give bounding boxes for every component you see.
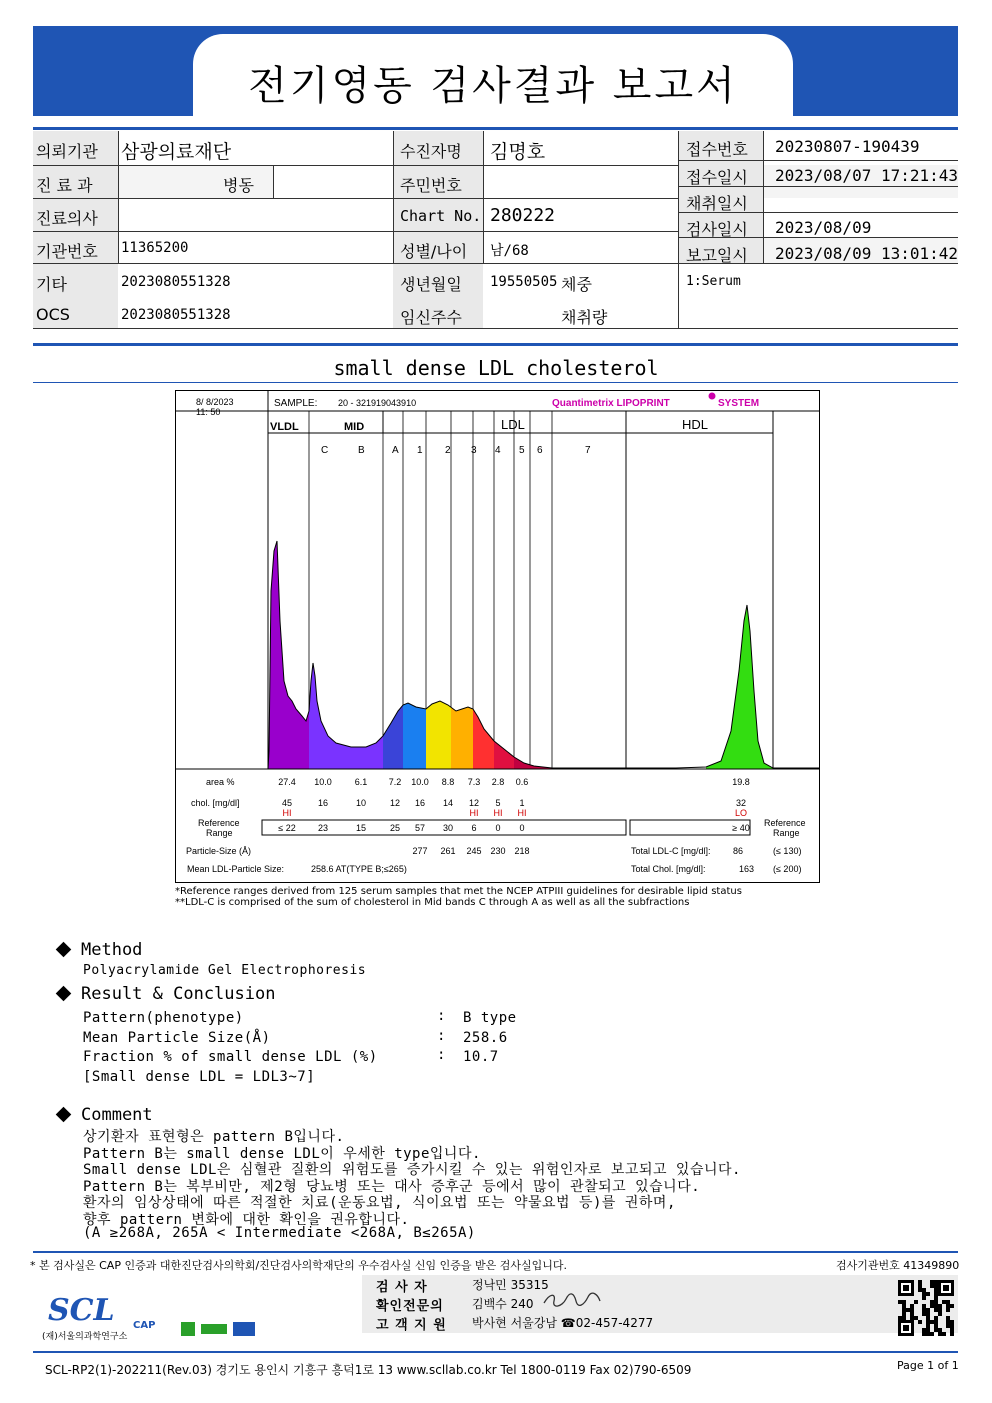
qr-module <box>930 1320 934 1324</box>
area-value: 10.0 <box>314 777 332 787</box>
badge-icon <box>201 1324 227 1334</box>
qr-module <box>926 1308 930 1312</box>
qr-module <box>926 1320 930 1324</box>
badge-icon <box>181 1322 195 1336</box>
total-ldl-value: 86 <box>733 846 744 856</box>
qr-module <box>922 1296 926 1300</box>
qr-module <box>930 1332 934 1336</box>
qr-module <box>922 1292 926 1296</box>
total-chol-ref: (≤ 200) <box>773 864 802 874</box>
mean-label: Mean LDL-Particle Size: <box>187 864 285 874</box>
method-title: Method <box>81 940 143 960</box>
qr-module <box>926 1312 930 1316</box>
footer-address: SCL-RP2(1)-202211(Rev.03) 경기도 용인시 기흥구 흥덕1로 13 www.scllab.co.kr Tel 1800-0119 Fax 02)790-6509 <box>45 1363 692 1377</box>
chol-label: chol. [mg/dl] <box>191 798 240 808</box>
band-fill <box>473 709 494 769</box>
hospital-value: 삼광의료재단 <box>121 141 232 163</box>
result-key: Fraction % of small dense LDL (%) <box>83 1049 378 1065</box>
result-note: [Small dense LDL = LDL3~7] <box>83 1069 316 1085</box>
qr-module <box>930 1300 934 1304</box>
flag-value: HI <box>282 808 292 818</box>
chol-value: 16 <box>414 798 426 808</box>
org-no-label: 기관번호 <box>36 242 98 261</box>
qr-module <box>930 1280 934 1284</box>
qr-module <box>943 1285 949 1291</box>
badge-icon <box>233 1322 255 1336</box>
particle-value: 245 <box>466 846 482 856</box>
area-value: 7.2 <box>388 777 402 787</box>
qr-module <box>930 1304 934 1308</box>
chart-time: 11: 50 <box>196 407 221 417</box>
weight-label: 체중 <box>561 275 592 294</box>
qr-module <box>918 1280 922 1284</box>
sample-label: SAMPLE: <box>274 398 318 409</box>
doctor-label: 진료의사 <box>36 209 98 228</box>
chart-svg <box>176 391 819 882</box>
comment-line: 향후 pattern 변화에 대한 확인을 권유합니다. <box>83 1212 410 1228</box>
brand-name: Quantimetrix LIPOPRINT <box>552 398 670 409</box>
qr-module <box>950 1328 954 1332</box>
ref-value: 57 <box>414 823 426 833</box>
brand-name-2: SYSTEM <box>718 398 760 409</box>
total-ldl-label: Total LDL-C [mg/dl]: <box>631 846 711 856</box>
area-value: 19.8 <box>732 777 750 787</box>
brand-icon <box>709 393 716 400</box>
ref-label: Range <box>206 828 233 838</box>
qr-module <box>934 1292 938 1296</box>
specimen-value: 1:Serum <box>686 274 741 289</box>
received-value: 2023/08/07 17:21:43 <box>775 166 959 185</box>
particle-value: 230 <box>490 846 506 856</box>
qr-svg <box>898 1280 954 1336</box>
qr-module <box>902 1300 906 1304</box>
qr-module <box>922 1312 926 1316</box>
chart-no-value: 280222 <box>490 205 556 226</box>
area-value: 8.8 <box>441 777 455 787</box>
qr-module <box>950 1324 954 1328</box>
qr-module <box>950 1332 954 1336</box>
qr-module <box>922 1332 926 1336</box>
qr-module <box>922 1328 926 1332</box>
band-label: 6 <box>537 445 543 456</box>
result-value: 258.6 <box>463 1030 508 1046</box>
bullet-icon <box>56 942 72 958</box>
group-label-mid: MID <box>344 421 365 433</box>
org-code: 검사기관번호 41349890 <box>836 1259 960 1272</box>
comment-heading <box>58 1105 153 1125</box>
comment-line: Pattern B는 small dense LDL이 우세한 type입니다. <box>83 1146 481 1162</box>
preg-label: 임신주수 <box>400 308 462 327</box>
qr-module <box>918 1284 922 1288</box>
chart-date: 8/ 8/2023 <box>196 397 234 407</box>
qr-module <box>934 1280 938 1284</box>
qr-module <box>910 1316 914 1320</box>
section-title: small dense LDL cholesterol <box>333 356 659 380</box>
qr-module <box>942 1332 946 1336</box>
confirm-value: 김백수 240 <box>472 1297 534 1311</box>
chol-value: 5 <box>495 798 501 808</box>
band-label: 4 <box>495 445 501 456</box>
qr-module <box>934 1316 938 1320</box>
chol-value: 12 <box>389 798 401 808</box>
ref-value: 23 <box>317 823 329 833</box>
support-value: 박사현 서울강남 ☎02-457-4277 <box>472 1316 654 1330</box>
qr-module <box>938 1308 942 1312</box>
examiner-value: 정낙민 35315 <box>472 1278 549 1292</box>
electrophoresis-chart <box>175 390 820 883</box>
chart-no-label: Chart No. <box>400 207 482 225</box>
qr-module <box>934 1304 938 1308</box>
examiner-label: 검 사 자 <box>376 1280 428 1295</box>
qr-module <box>922 1308 926 1312</box>
qr-module <box>946 1320 950 1324</box>
particle-label: Particle-Size (Å) <box>186 846 252 856</box>
area-value: 7.3 <box>467 777 481 787</box>
area-value: 6.1 <box>354 777 368 787</box>
qr-module <box>898 1300 902 1304</box>
ocs-label: OCS <box>36 305 70 324</box>
qr-module <box>946 1300 950 1304</box>
result-colon: : <box>437 1008 446 1024</box>
qr-module <box>906 1308 910 1312</box>
qr-module <box>914 1316 918 1320</box>
chol-value: 45 <box>281 798 293 808</box>
qr-module <box>938 1312 942 1316</box>
qr-module <box>934 1308 938 1312</box>
ref-right-label: Reference <box>764 818 806 828</box>
etc-label: 기타 <box>36 275 67 294</box>
group-label-hdl: HDL <box>682 417 709 432</box>
dept-value: 병동 <box>223 176 254 195</box>
qr-module <box>942 1300 946 1304</box>
tested-value: 2023/08/09 <box>775 218 872 237</box>
qr-module <box>910 1304 914 1308</box>
qr-module <box>926 1328 930 1332</box>
bullet-icon <box>56 986 72 1002</box>
dept-label: 진 료 과 <box>36 176 93 195</box>
scl-logo: SCL <box>48 1293 115 1328</box>
band-label: 1 <box>417 445 423 456</box>
qr-module <box>903 1325 909 1331</box>
qr-module <box>922 1288 926 1292</box>
area-value: 0.6 <box>515 777 529 787</box>
comment-line: Small dense LDL은 심혈관 질환의 위험도를 증가시킬 수 있는 위험인자로 보고되고 있습니다. <box>83 1162 741 1178</box>
ref-value: ≤ 22 <box>278 823 296 833</box>
scl-logo-sub: (재)서울의과학연구소 <box>42 1332 128 1342</box>
qr-module <box>938 1304 942 1308</box>
qr-module <box>926 1316 930 1320</box>
dob-value: 19550505 <box>490 274 558 290</box>
qr-module <box>946 1304 950 1308</box>
signature-image <box>540 1289 604 1311</box>
result-value: B type <box>463 1010 517 1026</box>
receipt-value: 20230807-190439 <box>775 137 920 156</box>
particle-value: 261 <box>440 846 456 856</box>
result-title: Result & Conclusion <box>81 984 276 1004</box>
qr-module <box>918 1288 922 1292</box>
qr-module <box>918 1320 922 1324</box>
comment-title: Comment <box>81 1105 153 1125</box>
qr-module <box>938 1328 942 1332</box>
ref-value: 0 <box>519 823 525 833</box>
qr-module <box>934 1284 938 1288</box>
qr-module <box>926 1324 930 1328</box>
ref-value: 30 <box>442 823 454 833</box>
comment-line: (A ≥268A, 265A < Intermediate <268A, B≤265A) <box>83 1225 476 1241</box>
qr-module <box>902 1316 906 1320</box>
total-chol-label: Total Chol. [mg/dl]: <box>631 864 706 874</box>
qr-module <box>903 1285 909 1291</box>
qr-module <box>950 1304 954 1308</box>
band-label: 2 <box>445 445 451 456</box>
reported-value: 2023/08/09 13:01:42 <box>775 244 959 263</box>
group-label-vldl: VLDL <box>270 421 299 433</box>
ref-value: 15 <box>355 823 367 833</box>
particle-value: 218 <box>514 846 530 856</box>
qr-module <box>898 1316 902 1320</box>
qr-module <box>926 1332 930 1336</box>
band-label: B <box>358 445 365 456</box>
band-fill <box>403 703 426 769</box>
patient-label: 수진자명 <box>400 142 462 161</box>
qr-module <box>926 1292 930 1296</box>
page-number: Page 1 of 1 <box>897 1359 959 1372</box>
result-heading <box>58 984 275 1004</box>
area-value: 2.8 <box>491 777 505 787</box>
chol-value: 16 <box>317 798 329 808</box>
band-fill <box>426 701 451 769</box>
area-value: 27.4 <box>278 777 296 787</box>
band-label: A <box>392 445 399 456</box>
qr-module <box>902 1304 906 1308</box>
comment-line: 상기환자 표현형은 pattern B입니다. <box>83 1129 345 1145</box>
sexage-label: 성별/나이 <box>400 242 468 261</box>
title-panel <box>193 34 793 116</box>
signature-panel <box>362 1275 958 1333</box>
cert-notice: * 본 검사실은 CAP 인증과 대한진단검사의학회/진단검사의학재단의 우수검사실 신임 인증을 받은 검사실입니다. <box>30 1259 568 1272</box>
qr-module <box>930 1284 934 1288</box>
flag-value: LO <box>734 808 748 818</box>
qr-code-icon <box>898 1280 954 1336</box>
qr-module <box>910 1308 914 1312</box>
org-no-value: 11365200 <box>121 240 189 256</box>
total-ldl-ref: (≤ 130) <box>773 846 802 856</box>
qr-module <box>902 1308 906 1312</box>
band-fill <box>383 705 403 769</box>
ref-value: 6 <box>471 823 477 833</box>
result-colon: : <box>437 1028 446 1044</box>
chol-value: 32 <box>735 798 747 808</box>
ocs-value: 2023080551328 <box>121 307 231 323</box>
ref-value: 0 <box>495 823 501 833</box>
qr-module <box>934 1300 938 1304</box>
collected-label: 채취일시 <box>686 194 748 213</box>
ref-value: ≥ 40 <box>732 823 750 833</box>
qr-module <box>938 1332 942 1336</box>
tested-label: 검사일시 <box>686 220 748 239</box>
total-chol-value: 163 <box>739 864 755 874</box>
qr-module <box>950 1320 954 1324</box>
band-label: 7 <box>585 445 591 456</box>
band-label: 5 <box>519 445 525 456</box>
receipt-label: 접수번호 <box>686 140 748 159</box>
comment-line: Pattern B는 복부비만, 제2형 당뇨병 또는 대사 증후군 등에서 많이 관찰되고 있습니다. <box>83 1179 701 1195</box>
chol-value: 10 <box>355 798 367 808</box>
flag-value: HI <box>517 808 527 818</box>
chart-note-1: *Reference ranges derived from 125 serum samples that met the NCEP ATPIII guidelines for desirable lipid status <box>175 886 742 897</box>
qr-module <box>946 1324 950 1328</box>
ref-value: 25 <box>389 823 401 833</box>
method-heading <box>58 940 142 960</box>
chol-value: 14 <box>442 798 454 808</box>
qr-module <box>934 1296 938 1300</box>
qr-module <box>946 1316 950 1320</box>
cap-logo: CAP <box>133 1320 156 1331</box>
bullet-icon <box>56 1107 72 1123</box>
sample-id: 20 - 321919043910 <box>338 398 417 408</box>
qr-module <box>910 1312 914 1316</box>
band-fill <box>268 541 309 769</box>
qr-module <box>902 1312 906 1316</box>
ref-right-label: Range <box>773 828 800 838</box>
etc-value: 2023080551328 <box>121 274 231 290</box>
flag-value: HI <box>469 808 479 818</box>
band-fill <box>451 707 473 769</box>
flag-value: HI <box>493 808 503 818</box>
result-key: Pattern(phenotype) <box>83 1010 244 1026</box>
report-title: 전기영동 검사결과 보고서 <box>248 63 738 109</box>
band-label: 3 <box>471 445 477 456</box>
chart-note-2: **LDL-C is comprised of the sum of cholesterol in Mid bands C through A as well as all the subfractions <box>175 897 690 908</box>
band-label: C <box>321 445 329 456</box>
qr-module <box>934 1328 938 1332</box>
area-label: area % <box>206 777 235 787</box>
qr-module <box>934 1288 938 1292</box>
reported-label: 보고일시 <box>686 246 748 265</box>
dob-label: 생년월일 <box>400 275 462 294</box>
area-value: 10.0 <box>411 777 429 787</box>
mean-value: 258.6 AT(TYPE B;≤265) <box>311 864 407 874</box>
accreditation-logos <box>133 1318 273 1342</box>
band-fill <box>706 605 773 769</box>
qr-module <box>914 1300 918 1304</box>
rrn-label: 주민번호 <box>400 176 462 195</box>
ref-label: Reference <box>198 818 240 828</box>
comment-line: 환자의 임상상태에 따른 적절한 치료(운동요법, 식이요법 또는 약물요법 등)를 권하며, <box>83 1195 676 1211</box>
hospital-label: 의뢰기관 <box>36 142 98 161</box>
result-colon: : <box>437 1047 446 1063</box>
received-label: 접수일시 <box>686 168 748 187</box>
volume-label: 채취량 <box>561 308 608 327</box>
chol-value: 1 <box>519 798 525 808</box>
result-value: 10.7 <box>463 1049 499 1065</box>
particle-value: 277 <box>412 846 428 856</box>
chol-value: 12 <box>468 798 480 808</box>
patient-value: 김명호 <box>490 141 546 163</box>
result-key: Mean Particle Size(Å) <box>83 1030 271 1046</box>
confirm-label: 확인전문의 <box>376 1299 444 1314</box>
qr-module <box>934 1320 938 1324</box>
sexage-value: 남/68 <box>490 243 529 259</box>
method-text: Polyacrylamide Gel Electrophoresis <box>83 963 367 978</box>
group-label-ldl: LDL <box>501 417 525 432</box>
qr-module <box>922 1304 926 1308</box>
title-banner <box>33 26 958 116</box>
qr-module <box>946 1308 950 1312</box>
qr-module <box>934 1324 938 1328</box>
support-label: 고 객 지 원 <box>376 1318 447 1333</box>
